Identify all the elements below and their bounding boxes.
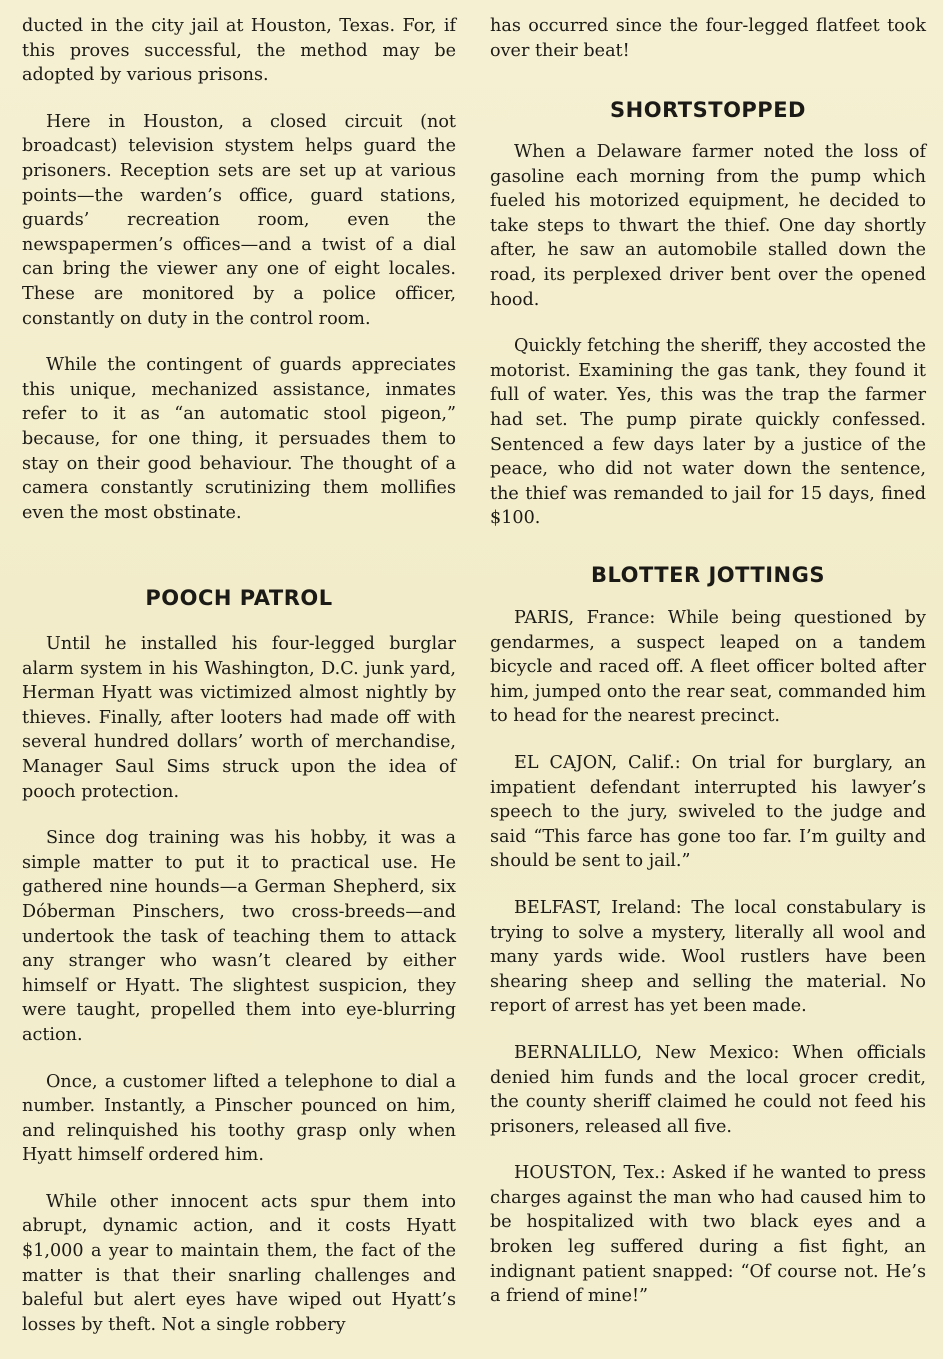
pooch-patrol-article — [22, 632, 456, 1359]
left-column-top — [22, 14, 456, 547]
paragraph: HOUSTON, Tex.: Asked if he wanted to press charges against the man who had caused him to be hospitalized with two black eyes and a broken leg suffered during a fist fight, an indignant patient snapped: “Of course not. He’s a friend of mine!” — [490, 1163, 926, 1307]
blotter-jottings-article — [490, 606, 926, 1331]
right-column-top — [490, 14, 926, 85]
paragraph: When a Delaware farmer noted the loss of gasoline each morning from the pump which fueled his motorized equipment, he decided to take steps to thwart the thief. One day shortly after, he saw an automobile stalled down the road, its perplexed driver bent over the opened hood. — [490, 142, 926, 310]
paragraph: While other innocent acts spur them into abrupt, dynamic action, and it costs Hyatt $1,000 a year to maintain them, the fact of the matter is that their snarling challenges and baleful but alert eyes have wiped out Hyatt’s losses by theft. Not a single robbery — [22, 1191, 456, 1335]
paragraph: ducted in the city jail at Houston, Texas. For, if this proves successful, the method may be adopted by various prisons. — [22, 16, 456, 86]
paragraph: PARIS, France: While being questioned by gendarmes, a suspect leaped on a tandem bicycle and raced off. A fleet officer bolted after him, jumped onto the rear seat, commanded him to head for the nearest precinct. — [490, 608, 926, 727]
paragraph: Since dog training was his hobby, it was a simple matter to put it to practical use. He gathered nine hounds—a German Shepherd, six Dóberman Pinschers, two cross-breeds—and undertook the task of teaching them to attack any stranger who wasn’t cleared by either himself or Hyatt. The slightest suspicion, they were taught, propelled them into eye-blurring action. — [22, 828, 456, 1045]
paragraph: Until he installed his four-legged burglar alarm system in his Washington, D.C. junk yard, Herman Hyatt was victimized almost nightly by thieves. Finally, after looters had made off with several hundred dollars’ worth of merchandise, Manager Saul Sims struck upon the idea of pooch protection. — [22, 634, 456, 802]
paragraph: Quickly fetching the sheriff, they accosted the motorist. Examining the gas tank, they found it full of water. Yes, this was the trap the farmer had set. The pump pirate quickly confessed. Sentenced a few days later by a justice of the peace, who did not water down the sentence, the thief was remanded to jail for 15 days, fined $100. — [490, 336, 926, 529]
paragraph: EL CAJON, Calif.: On trial for burglary, an impatient defendant interrupted his lawyer’s speech to the jury, swiveled to the judge and said “This farce has gone too far. I’m guilty and should be sent to jail.” — [490, 752, 926, 872]
paragraph: Once, a customer lifted a telephone to dial a number. Instantly, a Pinscher pounced on him, and relinquished his toothy grasp only when Hyatt himself ordered him. — [22, 1071, 456, 1166]
paragraph: has occurred since the four-legged flatfeet took over their beat! — [490, 16, 926, 61]
section-heading-shortstopped: SHORTSTOPPED — [610, 98, 806, 122]
paragraph: Here in Houston, a closed circuit (not broadcast) television stystem helps guard the prisoners. Reception sets are set up at various points—the warden’s office, guard stations, guards’ recreation room, even the newspapermen’s offices—and a twist of a dial can bring the viewer any one of eight locales. These are monitored by a police officer, constantly on duty in the control room. — [22, 111, 456, 329]
paragraph: While the contingent of guards appreciates this unique, mechanized assistance, inmates refer to it as “an automatic stool pigeon,” because, for one thing, it persuades them to stay on their good behaviour. The thought of a camera constantly scrutinizing them mollifies even the most obstinate. — [22, 355, 456, 523]
paragraph: BERNALILLO, New Mexico: When officials denied him funds and the local grocer credit, the county sheriff claimed he could not feed his prisoners, released all five. — [490, 1042, 926, 1137]
section-heading-blotter-jottings: BLOTTER JOTTINGS — [591, 563, 825, 587]
section-heading-pooch-patrol: POOCH PATROL — [145, 586, 333, 610]
paragraph: BELFAST, Ireland: The local constabulary is trying to solve a mystery, literally all wool and many yards wide. Wool rustlers have been shearing sheep and selling the material. No report of arrest has yet been made. — [490, 897, 926, 1017]
shortstopped-article — [490, 140, 926, 553]
